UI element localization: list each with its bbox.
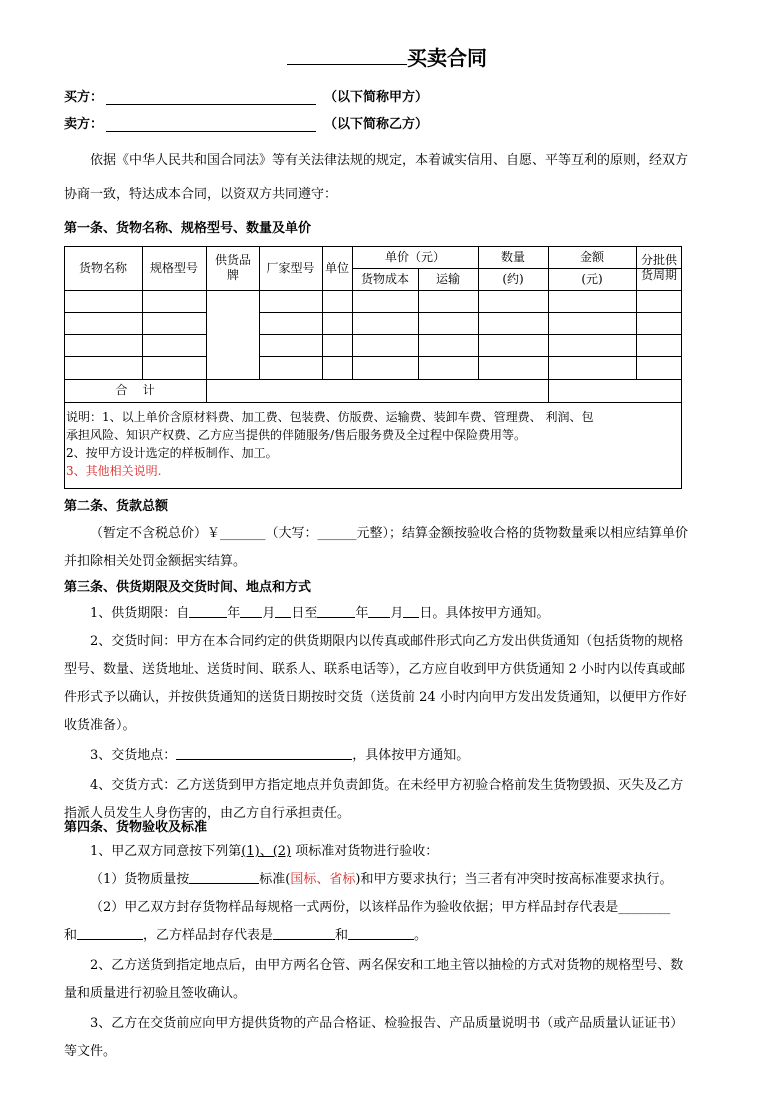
th-amount: 金额 — [579, 249, 604, 264]
delivery-time-line-4: 收货准备）。 — [64, 718, 136, 733]
buyer-line — [64, 88, 428, 108]
delivery-time-line-1: 2、交货时间：甲方在本合同约定的供货期限内以传真或邮件形式向乙方发出供货通知（包括货物的规格 — [90, 634, 684, 649]
quality-standard-line — [64, 866, 714, 894]
delivery-place-note: ，具体按甲方通知。 — [352, 748, 470, 763]
inspection-items: (1)、(2) — [241, 844, 292, 859]
section1-heading: 第一条、货物名称、规格型号、数量及单价 — [64, 221, 312, 236]
section2-line-2: 并扣除相关处罚金额据实结算。 — [64, 554, 247, 569]
initial-inspection-line-1: 2、乙方送货到指定地点后，由甲方两名仓管、两名保安和工地主管以抽检的方式对货物的规格型号、数 — [90, 958, 684, 973]
note-2: 2、按甲方设计选定的样板制作、加工。 — [66, 446, 278, 460]
th-maker: 厂家型号 — [266, 260, 315, 275]
quality-standard-label: （1）货物质量按 — [90, 872, 190, 887]
delivery-time-line-3: 件形式予以确认，并按供货通知的送货日期按时交货（送货前 24 小时内向甲方发出发货通知，以便甲方作好 — [64, 690, 687, 705]
start-month-field[interactable] — [240, 603, 262, 618]
month2-label: 月 — [390, 606, 404, 621]
seller-rep-label: ，乙方样品封存代表是 — [143, 928, 274, 943]
sample-and-2: 和 — [335, 928, 349, 943]
delivery-time-line-2: 型号、数量、送货地址、送货时间、联系人、联系电话等），乙方应自收到甲方供货通知 2 小时内以传真或邮 — [64, 662, 686, 677]
th-qty: 数量 — [500, 249, 525, 264]
start-day-field[interactable] — [275, 603, 291, 618]
intro-paragraph — [64, 146, 714, 210]
title-blank — [287, 44, 407, 65]
quality-standard-field[interactable] — [189, 869, 259, 884]
sample-line-end: 。 — [414, 928, 428, 943]
goods-table — [64, 246, 682, 489]
contract-title — [0, 44, 774, 72]
start-year-field[interactable] — [189, 603, 227, 618]
th-shipping: 运输 — [435, 271, 460, 286]
table-notes — [66, 408, 678, 480]
end-year-field[interactable] — [317, 603, 355, 618]
delivery-method-line-2: 指派人员发生人身伤害的，由乙方自行承担责任。 — [64, 806, 351, 821]
sample-and-1: 和 — [64, 928, 78, 943]
th-batch: 分批供货周期 — [640, 253, 677, 282]
quality-standard-mid: 标准( — [259, 872, 291, 887]
documents-line-2: 等文件。 — [64, 1044, 117, 1059]
day-to-label: 日至 — [291, 606, 318, 621]
section2-heading: 第二条、货款总额 — [64, 499, 169, 514]
section3-body — [64, 600, 714, 828]
end-month-field[interactable] — [368, 603, 390, 618]
seller-note: （以下简称乙方） — [324, 117, 429, 132]
seller-rep-2-field[interactable] — [348, 925, 414, 940]
section3-heading: 第三条、供货期限及交货时间、地点和方式 — [64, 580, 312, 595]
section4-heading: 第四条、货物验收及标准 — [64, 820, 208, 835]
seller-line — [64, 115, 428, 135]
seller-field[interactable] — [106, 117, 316, 132]
documents-line-1: 3、乙方在交货前应向甲方提供货物的产品合格证、检验报告、产品质量说明书（或产品质量认证证书） — [90, 1016, 684, 1031]
section2-paragraph — [64, 520, 714, 576]
quality-standard-tail: )和甲方要求执行；当三者有冲突时按高标准要求执行。 — [355, 872, 673, 887]
total-label: 合 计 — [115, 383, 155, 397]
supply-period-line — [64, 600, 714, 628]
th-qty-unit: (约) — [502, 271, 524, 286]
seller-label: 卖方： — [64, 117, 104, 132]
buyer-rep-2-field[interactable] — [77, 925, 143, 940]
seller-rep-1-field[interactable] — [273, 925, 335, 940]
sample-line-1: （2）甲乙双方封存货物样品每规格一式两份，以该样品作为验收依据；甲方样品封存代表是________ — [90, 900, 671, 915]
year-label: 年 — [227, 606, 241, 621]
section2-line-1: （暂定不含税总价）￥_______（大写：______元整）；结算金额按验收合格的货物数量乘以相应结算单价 — [90, 526, 689, 541]
delivery-place-line — [64, 742, 714, 770]
th-amount-unit: (元) — [581, 271, 603, 286]
delivery-place-label: 3、交货地点： — [90, 748, 177, 763]
th-spec: 规格型号 — [149, 260, 198, 275]
inspection-standard-line — [64, 838, 714, 866]
year2-label: 年 — [355, 606, 369, 621]
initial-inspection-line-2: 量和质量进行初验且签收确认。 — [64, 986, 247, 1001]
quality-standard-options: 国标、省标 — [290, 872, 356, 887]
th-unit: 单位 — [324, 260, 349, 275]
th-cost: 货物成本 — [360, 271, 409, 286]
intro-line-2: 协商一致，特达成本合同，以资双方共同遵守： — [64, 187, 338, 202]
title-text: 买卖合同 — [407, 46, 487, 70]
day2-label: 日。具体按甲方通知。 — [419, 606, 550, 621]
delivery-method-line-1: 4、交货方式：乙方送货到甲方指定地点并负责卸货。在未经甲方初验合格前发生货物毁损、灭失及乙方 — [90, 778, 684, 793]
delivery-place-field[interactable] — [176, 745, 352, 760]
inspection-standard-label: 1、甲乙双方同意按下列第 — [90, 844, 242, 859]
section4-body — [64, 838, 714, 1066]
intro-line-1: 依据《中华人民共和国合同法》等有关法律法规的规定，本着诚实信用、自愿、平等互利的原则，经双方 — [90, 153, 689, 168]
note-1a: 说明：1、以上单价含原材料费、加工费、包装费、仿版费、运输费、装卸车费、管理费、 利润、包 — [66, 410, 594, 424]
th-name: 货物名称 — [78, 260, 127, 275]
buyer-field[interactable] — [106, 90, 316, 105]
buyer-note: （以下简称甲方） — [324, 90, 429, 105]
inspection-standard-tail: 项标准对货物进行验收： — [291, 844, 439, 859]
note-1b: 承担风险、知识产权费、乙方应当提供的伴随服务/售后服务费及全过程中保险费用等。 — [66, 428, 527, 442]
th-price-group: 单价（元） — [384, 249, 445, 264]
supply-period-label: 1、供货期限：自 — [90, 606, 190, 621]
th-brand: 供货品牌 — [214, 253, 251, 282]
month-label: 月 — [262, 606, 276, 621]
sample-line-2 — [64, 922, 714, 950]
note-3: 3、其他相关说明. — [66, 464, 162, 478]
end-day-field[interactable] — [403, 603, 419, 618]
buyer-label: 买方： — [64, 90, 104, 105]
